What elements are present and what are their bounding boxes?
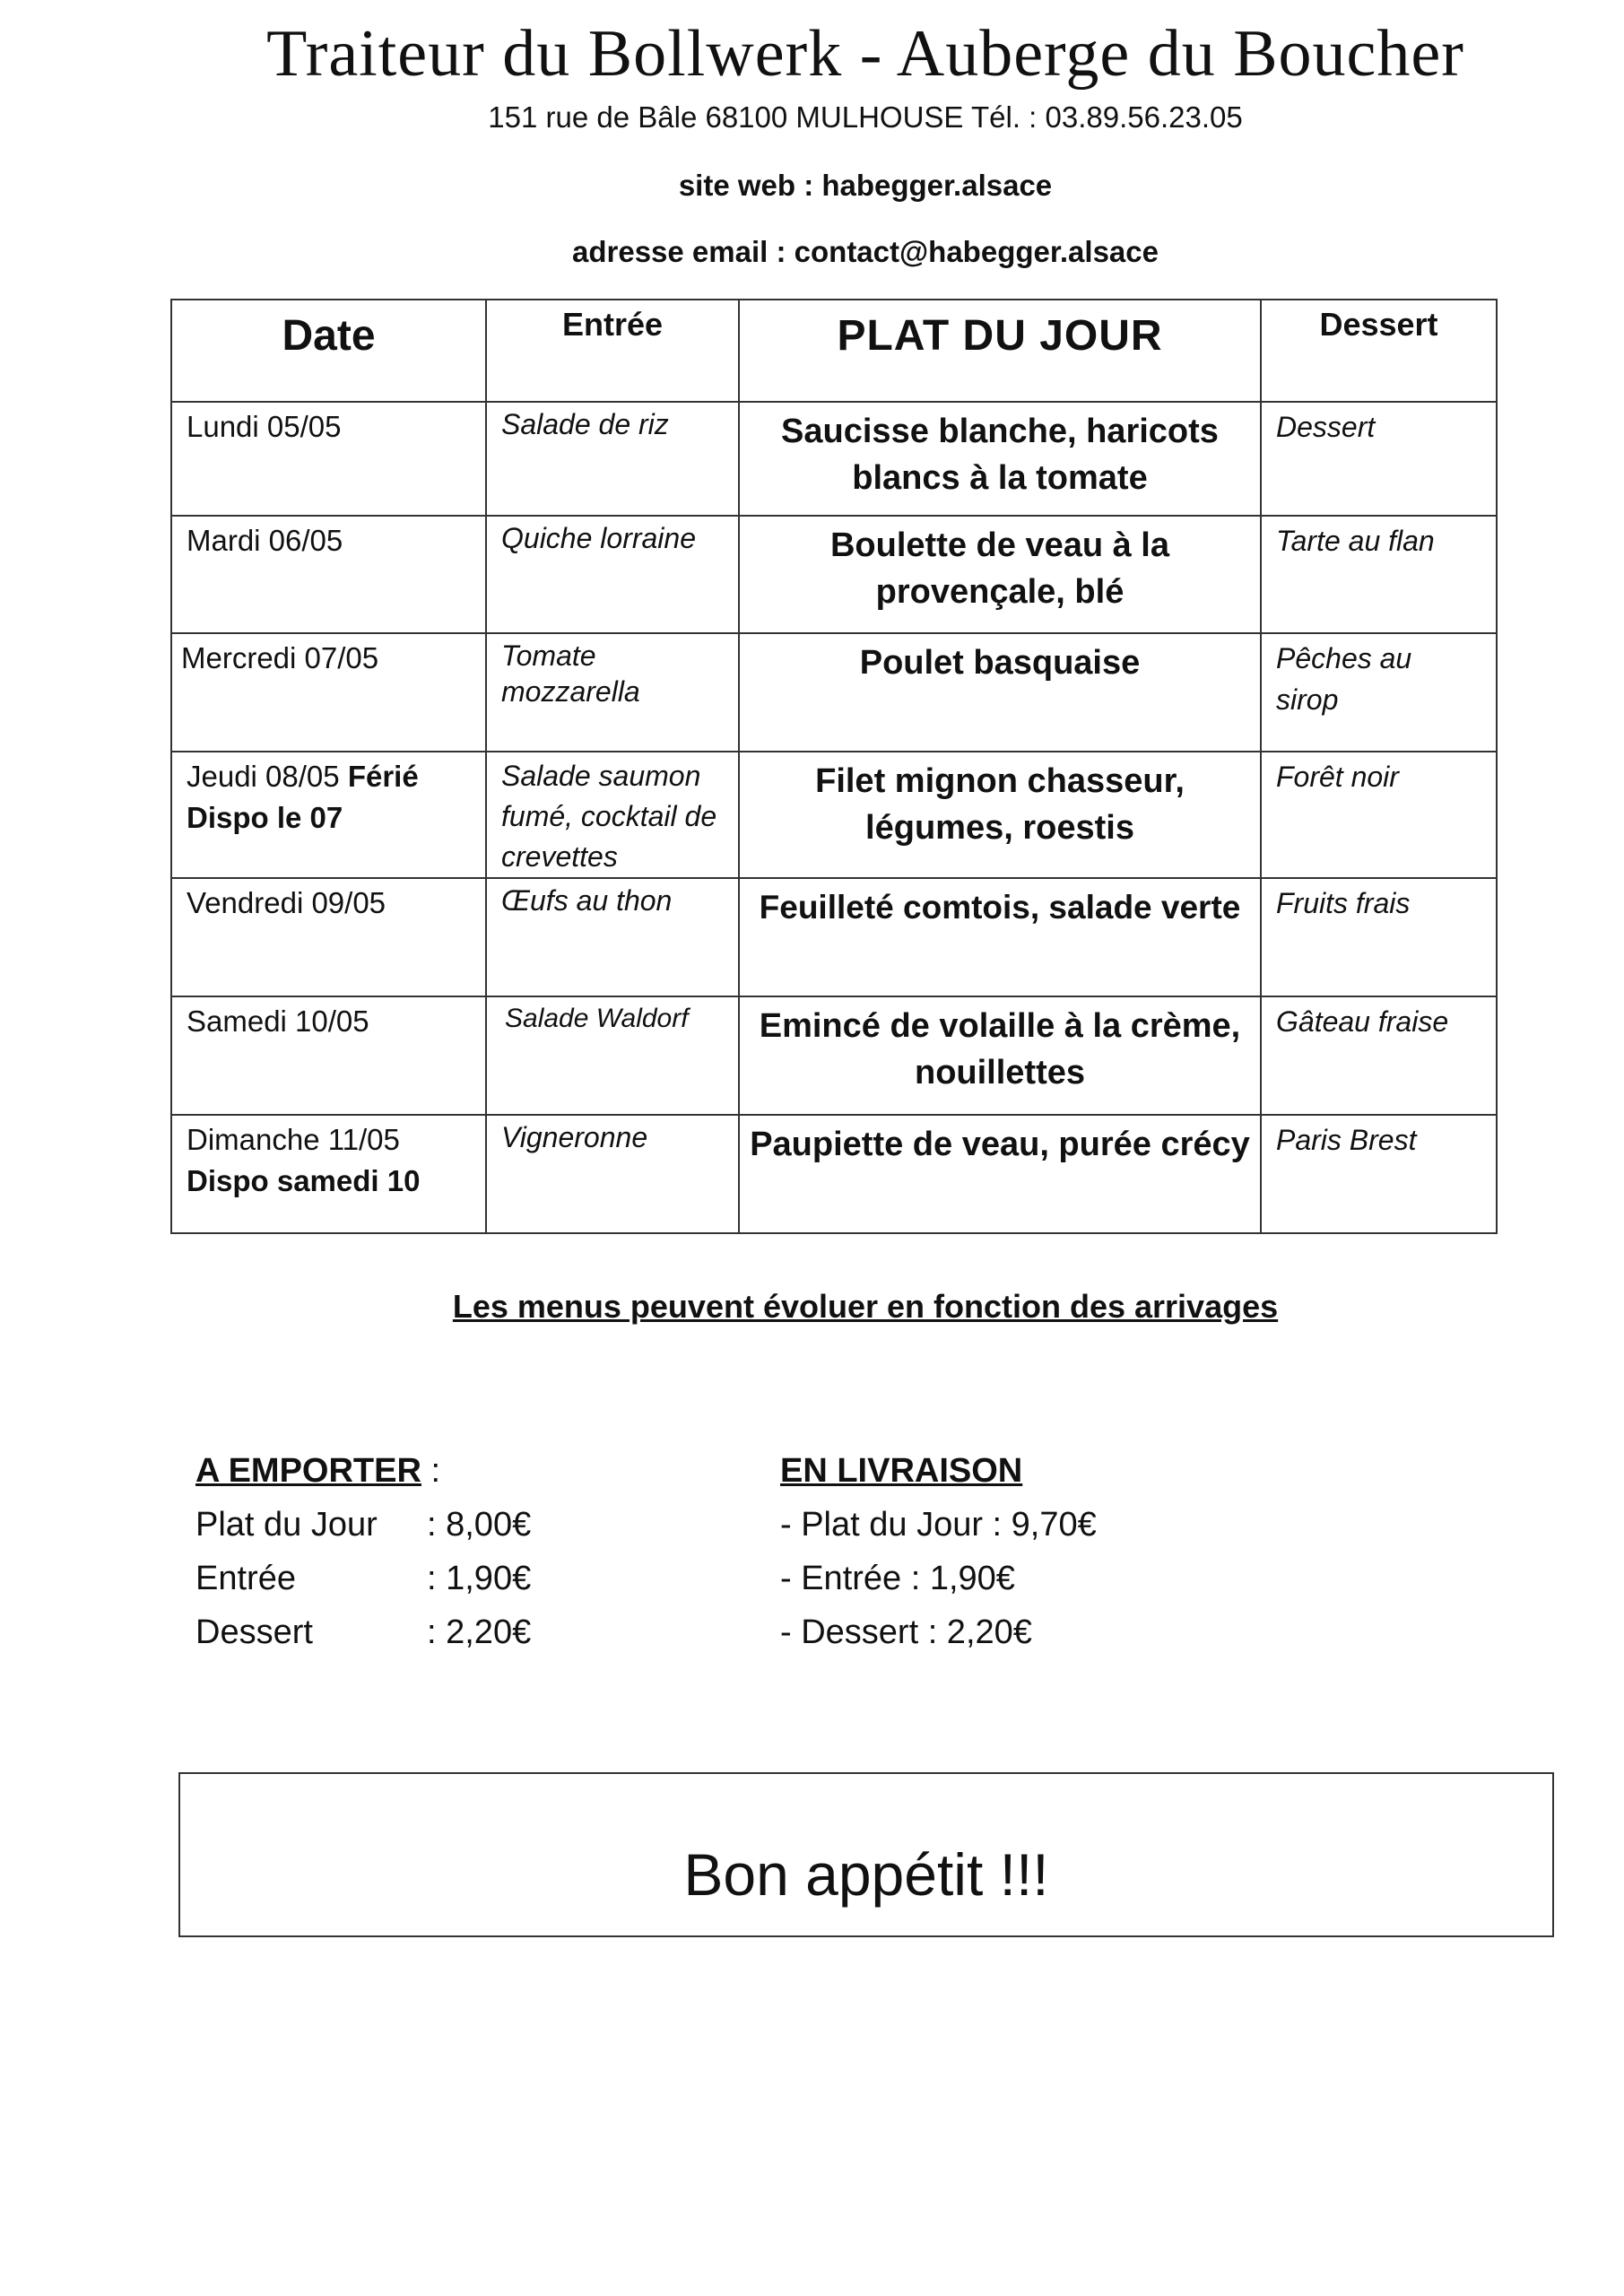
delivery-heading-row	[780, 1444, 1097, 1498]
plat-cell: Emincé de volaille à la crème, nouillettes	[739, 996, 1261, 1115]
price-label: Entrée	[195, 1560, 296, 1597]
availability-note: Dispo le 07	[187, 801, 343, 834]
day-cell	[171, 516, 486, 633]
list-item	[195, 1605, 531, 1659]
closing-box	[178, 1772, 1554, 1937]
restaurant-title: Traiteur du Bollwerk - Auberge du Boucher	[266, 17, 1464, 91]
plat-cell: Filet mignon chasseur, légumes, roestis	[739, 752, 1261, 878]
column-header-plat: PLAT DU JOUR	[739, 300, 1261, 402]
email-line: adresse email : contact@habegger.alsace	[572, 235, 1159, 268]
weekly-menu-table	[170, 299, 1498, 1234]
delivery-prices	[780, 1444, 1097, 1659]
day-label: Mercredi 07/05	[181, 641, 379, 674]
day-label: Vendredi 09/05	[187, 886, 386, 919]
takeaway-heading-colon: :	[421, 1452, 441, 1490]
day-label: Lundi 05/05	[187, 410, 342, 443]
day-cell	[171, 402, 486, 516]
table-row	[171, 996, 1497, 1115]
day-cell	[171, 878, 486, 996]
price-label: Plat du Jour	[195, 1506, 378, 1544]
price-value: : 1,90€	[427, 1560, 532, 1597]
dessert-cell: Dessert	[1261, 402, 1497, 516]
dessert-cell: Tarte au flan	[1261, 516, 1497, 633]
website-line: site web : habegger.alsace	[678, 169, 1053, 202]
table-row	[171, 752, 1497, 878]
column-header-entree: Entrée	[486, 300, 739, 402]
dessert-cell: Forêt noir	[1261, 752, 1497, 878]
menu-disclaimer: Les menus peuvent évoluer en fonction des arrivages	[452, 1288, 1279, 1325]
entree-cell: Vigneronne	[486, 1115, 739, 1233]
price-value: : 8,00€	[427, 1506, 532, 1544]
availability-note: Dispo samedi 10	[187, 1164, 421, 1197]
dessert-cell: Gâteau fraise	[1261, 996, 1497, 1115]
day-label: Samedi 10/05	[187, 1004, 369, 1038]
day-label: Dimanche 11/05	[187, 1123, 400, 1156]
plat-cell: Boulette de veau à la provençale, blé	[739, 516, 1261, 633]
day-cell	[171, 1115, 486, 1233]
table-row	[171, 878, 1497, 996]
table-row	[171, 1115, 1497, 1233]
list-item: - Plat du Jour : 9,70€	[780, 1506, 1097, 1544]
delivery-heading: EN LIVRAISON	[780, 1452, 1023, 1490]
entree-cell: Salade de riz	[486, 402, 739, 516]
entree-cell: Tomate mozzarella	[486, 633, 739, 752]
entree-cell: Quiche lorraine	[486, 516, 739, 633]
list-item	[195, 1552, 531, 1605]
takeaway-prices	[195, 1444, 531, 1659]
day-cell	[171, 996, 486, 1115]
table-row	[171, 402, 1497, 516]
day-cell	[171, 633, 486, 752]
entree-cell: Œufs au thon	[486, 878, 739, 996]
plat-cell: Saucisse blanche, haricots blancs à la tomate	[739, 402, 1261, 516]
column-header-date: Date	[171, 300, 486, 402]
list-item: - Dessert : 2,20€	[780, 1613, 1032, 1651]
entree-cell: Salade saumon fumé, cocktail de crevettes	[486, 752, 739, 878]
day-label: Mardi 06/05	[187, 524, 343, 557]
list-item	[195, 1498, 531, 1552]
takeaway-heading-row	[195, 1444, 531, 1498]
table-row	[171, 633, 1497, 752]
day-cell	[171, 752, 486, 878]
entree-cell: Salade Waldorf	[486, 996, 739, 1115]
closing-message: Bon appétit !!!	[683, 1841, 1049, 1908]
plat-cell: Paupiette de veau, purée crécy	[739, 1115, 1261, 1233]
table-header-row	[171, 300, 1497, 402]
price-value: : 2,20€	[427, 1613, 532, 1651]
dessert-cell: Pêches au sirop	[1261, 633, 1497, 752]
plat-cell: Poulet basquaise	[739, 633, 1261, 752]
dessert-cell: Paris Brest	[1261, 1115, 1497, 1233]
holiday-note: Férié	[347, 760, 419, 793]
column-header-dessert: Dessert	[1261, 300, 1497, 402]
day-label: Jeudi 08/05	[187, 760, 340, 793]
takeaway-heading: A EMPORTER	[195, 1452, 421, 1490]
plat-cell: Feuilleté comtois, salade verte	[739, 878, 1261, 996]
dessert-cell: Fruits frais	[1261, 878, 1497, 996]
price-label: Dessert	[195, 1613, 313, 1651]
table-row	[171, 516, 1497, 633]
list-item: - Entrée : 1,90€	[780, 1560, 1015, 1597]
address-line: 151 rue de Bâle 68100 MULHOUSE Tél. : 03.89.56.23.05	[488, 100, 1243, 134]
